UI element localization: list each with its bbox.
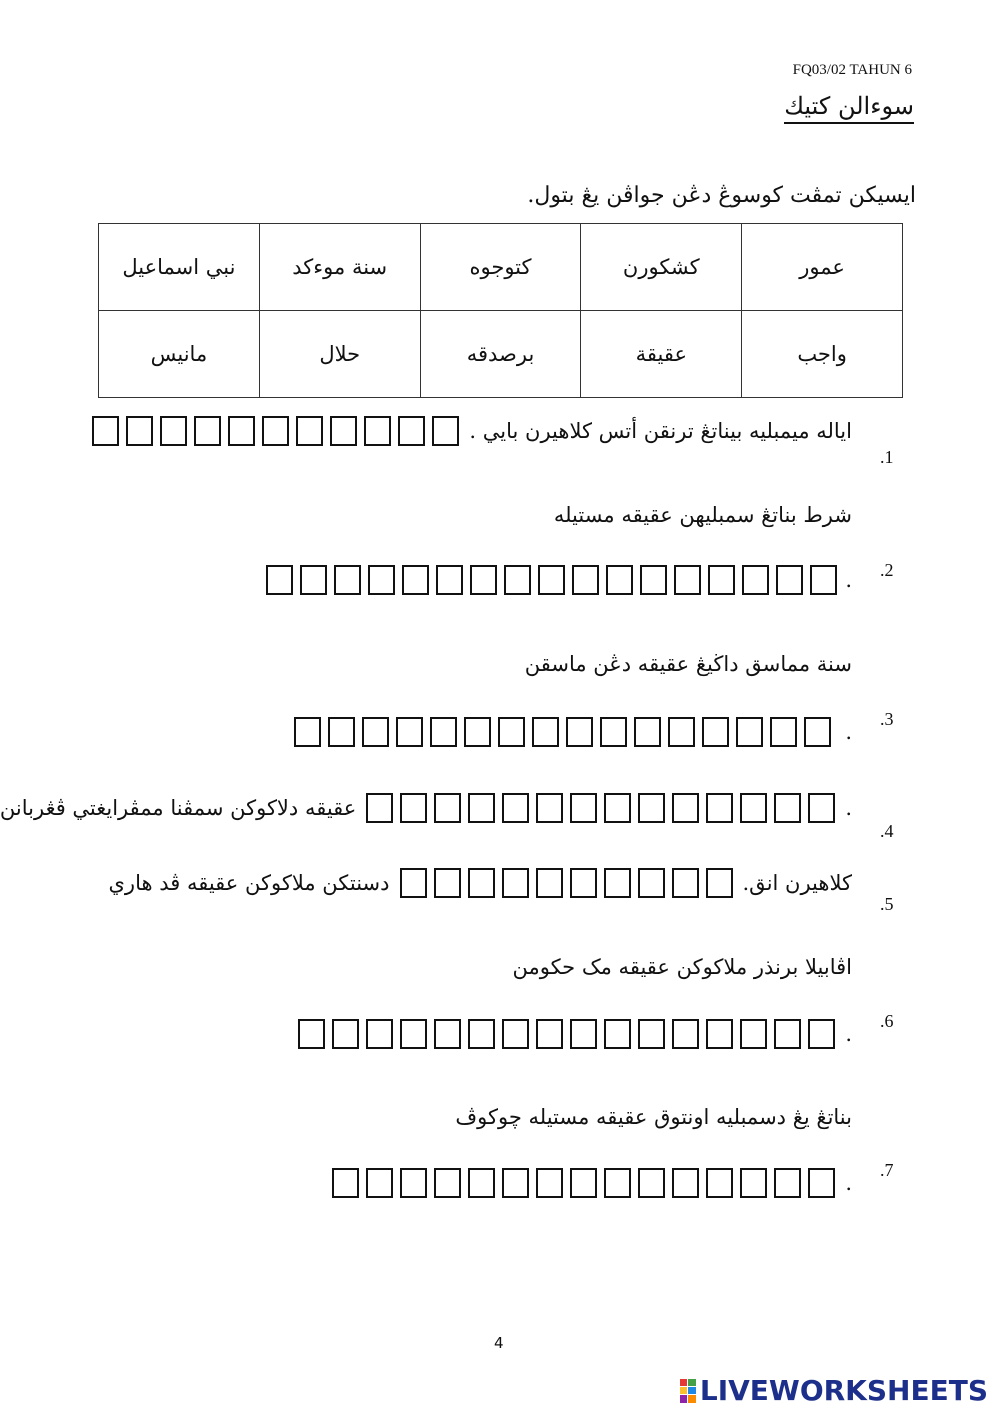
question-5: [109, 868, 853, 898]
answer-box[interactable]: [434, 793, 461, 823]
answer-box[interactable]: [572, 565, 599, 595]
answer-box[interactable]: [536, 793, 563, 823]
answer-box[interactable]: [400, 1168, 427, 1198]
answer-box[interactable]: [706, 1019, 733, 1049]
answer-box[interactable]: [296, 416, 323, 446]
answer-box[interactable]: [736, 717, 763, 747]
answer-box[interactable]: [604, 868, 631, 898]
answer-box[interactable]: [160, 416, 187, 446]
answer-box[interactable]: [706, 793, 733, 823]
word-bank-cell: عقيقة: [581, 311, 742, 398]
answer-box[interactable]: [468, 793, 495, 823]
answer-box[interactable]: [470, 565, 497, 595]
answer-box[interactable]: [536, 868, 563, 898]
answer-box[interactable]: [600, 717, 627, 747]
answer-box[interactable]: [706, 868, 733, 898]
answer-box[interactable]: [366, 1019, 393, 1049]
page-number: 4: [494, 1334, 504, 1352]
answer-box[interactable]: [430, 717, 457, 747]
answer-box[interactable]: [432, 416, 459, 446]
instruction-text: ايسيكن تمڤت كوسوڠ دڠن جواڤن يڠ بتول.: [527, 183, 916, 208]
question-7-answer: [332, 1168, 852, 1198]
brand-name: LIVEWORKSHEETS: [699, 1374, 988, 1407]
answer-box[interactable]: [770, 717, 797, 747]
answer-box[interactable]: [604, 1168, 631, 1198]
answer-box[interactable]: [604, 1019, 631, 1049]
word-bank-row: [99, 311, 903, 398]
liveworksheets-logo[interactable]: [680, 1374, 988, 1407]
answer-box[interactable]: [672, 868, 699, 898]
question-5-text-a: دسنتكن ملاكوكن عقيقه ڤد هاري: [108, 871, 390, 895]
answer-box[interactable]: [434, 1019, 461, 1049]
answer-box[interactable]: [570, 868, 597, 898]
answer-box[interactable]: [504, 565, 531, 595]
answer-box[interactable]: [774, 793, 801, 823]
answer-box[interactable]: [400, 1019, 427, 1049]
answer-box[interactable]: [92, 416, 119, 446]
answer-box[interactable]: [468, 1168, 495, 1198]
answer-box[interactable]: [740, 1168, 767, 1198]
answer-box[interactable]: [330, 416, 357, 446]
answer-box[interactable]: [468, 1019, 495, 1049]
answer-box[interactable]: [740, 1019, 767, 1049]
answer-box[interactable]: [638, 1019, 665, 1049]
question-1-text: اياله ميمبليه بيناتڠ ترنقن أتس كلاهيرن بايي .: [469, 419, 852, 443]
answer-box[interactable]: [298, 1019, 325, 1049]
answer-box[interactable]: [468, 868, 495, 898]
answer-box[interactable]: [300, 565, 327, 595]
question-1: [92, 416, 852, 446]
answer-box[interactable]: [402, 565, 429, 595]
answer-box[interactable]: [570, 1168, 597, 1198]
word-bank-cell: كتوجوه: [420, 224, 581, 311]
answer-box[interactable]: [672, 1168, 699, 1198]
answer-box[interactable]: [536, 1168, 563, 1198]
liveworksheets-logo-icon: [680, 1379, 696, 1403]
answer-box[interactable]: [266, 565, 293, 595]
answer-box[interactable]: [668, 717, 695, 747]
question-7-stem: بناتڠ يڠ دسمبليه اونتوق عقيقه مستيله چوكوڤ: [455, 1105, 852, 1129]
question-3-answer: [294, 717, 852, 747]
answer-box[interactable]: [808, 793, 835, 823]
word-bank-cell: سنة موءكد: [259, 224, 420, 311]
answer-box[interactable]: [228, 416, 255, 446]
answer-box[interactable]: [332, 1019, 359, 1049]
question-7-end: .: [845, 1171, 852, 1195]
answer-box[interactable]: [566, 717, 593, 747]
answer-box[interactable]: [498, 717, 525, 747]
answer-box[interactable]: [502, 1019, 529, 1049]
answer-box[interactable]: [362, 717, 389, 747]
answer-boxes-q6[interactable]: [298, 1019, 835, 1049]
question-2-end: .: [845, 568, 852, 592]
answer-box[interactable]: [400, 793, 427, 823]
question-6-answer: [298, 1019, 852, 1049]
question-2-stem: شرط بناتڠ سمبليهن عقيقه مستيله: [553, 503, 852, 527]
answer-box[interactable]: [702, 717, 729, 747]
answer-box[interactable]: [776, 565, 803, 595]
word-bank-cell: عمور: [742, 224, 903, 311]
question-3-end: .: [845, 720, 852, 744]
answer-box[interactable]: [672, 1019, 699, 1049]
answer-box[interactable]: [706, 1168, 733, 1198]
answer-box[interactable]: [434, 868, 461, 898]
question-2-answer: [266, 565, 852, 595]
form-code: FQ03/02 TAHUN 6: [792, 62, 912, 78]
answer-box[interactable]: [808, 1019, 835, 1049]
answer-box[interactable]: [708, 565, 735, 595]
answer-box[interactable]: [536, 1019, 563, 1049]
answer-box[interactable]: [804, 717, 831, 747]
question-6-stem: اڤابيلا برنذر ملاكوكن عقيقه مک حكومن: [512, 955, 852, 979]
answer-box[interactable]: [638, 1168, 665, 1198]
word-bank-cell: واجب: [742, 311, 903, 398]
word-bank-cell: كشكورن: [581, 224, 742, 311]
word-bank-cell: حلال: [259, 311, 420, 398]
word-bank-cell: برصدقه: [420, 311, 581, 398]
question-number-4: .4: [880, 821, 894, 841]
word-bank-cell: مانيس: [99, 311, 260, 398]
answer-box[interactable]: [570, 1019, 597, 1049]
answer-box[interactable]: [366, 1168, 393, 1198]
answer-box[interactable]: [366, 793, 393, 823]
question-4-end: .: [845, 796, 852, 820]
answer-box[interactable]: [398, 416, 425, 446]
question-number-5: .5: [880, 894, 894, 914]
answer-boxes-q7[interactable]: [332, 1168, 835, 1198]
question-3-stem: سنة مماسق داڬيڠ عقيقه دڠن ماسقن: [524, 652, 852, 676]
answer-box[interactable]: [294, 717, 321, 747]
question-number-2: .2: [880, 560, 894, 580]
answer-box[interactable]: [538, 565, 565, 595]
question-5-text-b: كلاهيرن انق.: [742, 871, 852, 895]
answer-boxes-q3[interactable]: [294, 717, 831, 747]
answer-box[interactable]: [774, 1019, 801, 1049]
answer-box[interactable]: [810, 565, 837, 595]
answer-box[interactable]: [400, 868, 427, 898]
answer-box[interactable]: [640, 565, 667, 595]
answer-box[interactable]: [434, 1168, 461, 1198]
answer-box[interactable]: [502, 868, 529, 898]
answer-box[interactable]: [364, 416, 391, 446]
question-number-7: .7: [880, 1160, 894, 1180]
page-title: سوءالن كتيك: [784, 92, 914, 124]
question-number-3: .3: [880, 709, 894, 729]
answer-boxes-q1[interactable]: [92, 416, 459, 446]
question-number-6: .6: [880, 1011, 894, 1031]
answer-box[interactable]: [126, 416, 153, 446]
answer-box[interactable]: [332, 1168, 359, 1198]
answer-box[interactable]: [638, 793, 665, 823]
answer-box[interactable]: [464, 717, 491, 747]
answer-box[interactable]: [672, 793, 699, 823]
answer-box[interactable]: [570, 793, 597, 823]
answer-box[interactable]: [634, 717, 661, 747]
answer-box[interactable]: [638, 868, 665, 898]
question-4-text: عقيقه دلاكوكن سمڤنا ممڤرايغتي ڤڠربانن: [0, 796, 357, 820]
answer-boxes-q2[interactable]: [266, 565, 837, 595]
answer-box[interactable]: [502, 793, 529, 823]
word-bank-row: [99, 224, 903, 311]
answer-boxes-q4[interactable]: [366, 793, 835, 823]
answer-box[interactable]: [262, 416, 289, 446]
question-4: [0, 793, 852, 823]
answer-box[interactable]: [674, 565, 701, 595]
answer-box[interactable]: [194, 416, 221, 446]
answer-box[interactable]: [742, 565, 769, 595]
answer-box[interactable]: [334, 565, 361, 595]
answer-boxes-q5[interactable]: [400, 868, 733, 898]
answer-box[interactable]: [328, 717, 355, 747]
answer-box[interactable]: [396, 717, 423, 747]
answer-box[interactable]: [606, 565, 633, 595]
answer-box[interactable]: [532, 717, 559, 747]
answer-box[interactable]: [436, 565, 463, 595]
word-bank-cell: نبي اسماعيل: [99, 224, 260, 311]
answer-box[interactable]: [774, 1168, 801, 1198]
answer-box[interactable]: [502, 1168, 529, 1198]
answer-box[interactable]: [808, 1168, 835, 1198]
question-number-1: .1: [880, 447, 894, 467]
word-bank-table: [98, 223, 903, 398]
question-6-end: .: [845, 1022, 852, 1046]
answer-box[interactable]: [740, 793, 767, 823]
answer-box[interactable]: [368, 565, 395, 595]
answer-box[interactable]: [604, 793, 631, 823]
